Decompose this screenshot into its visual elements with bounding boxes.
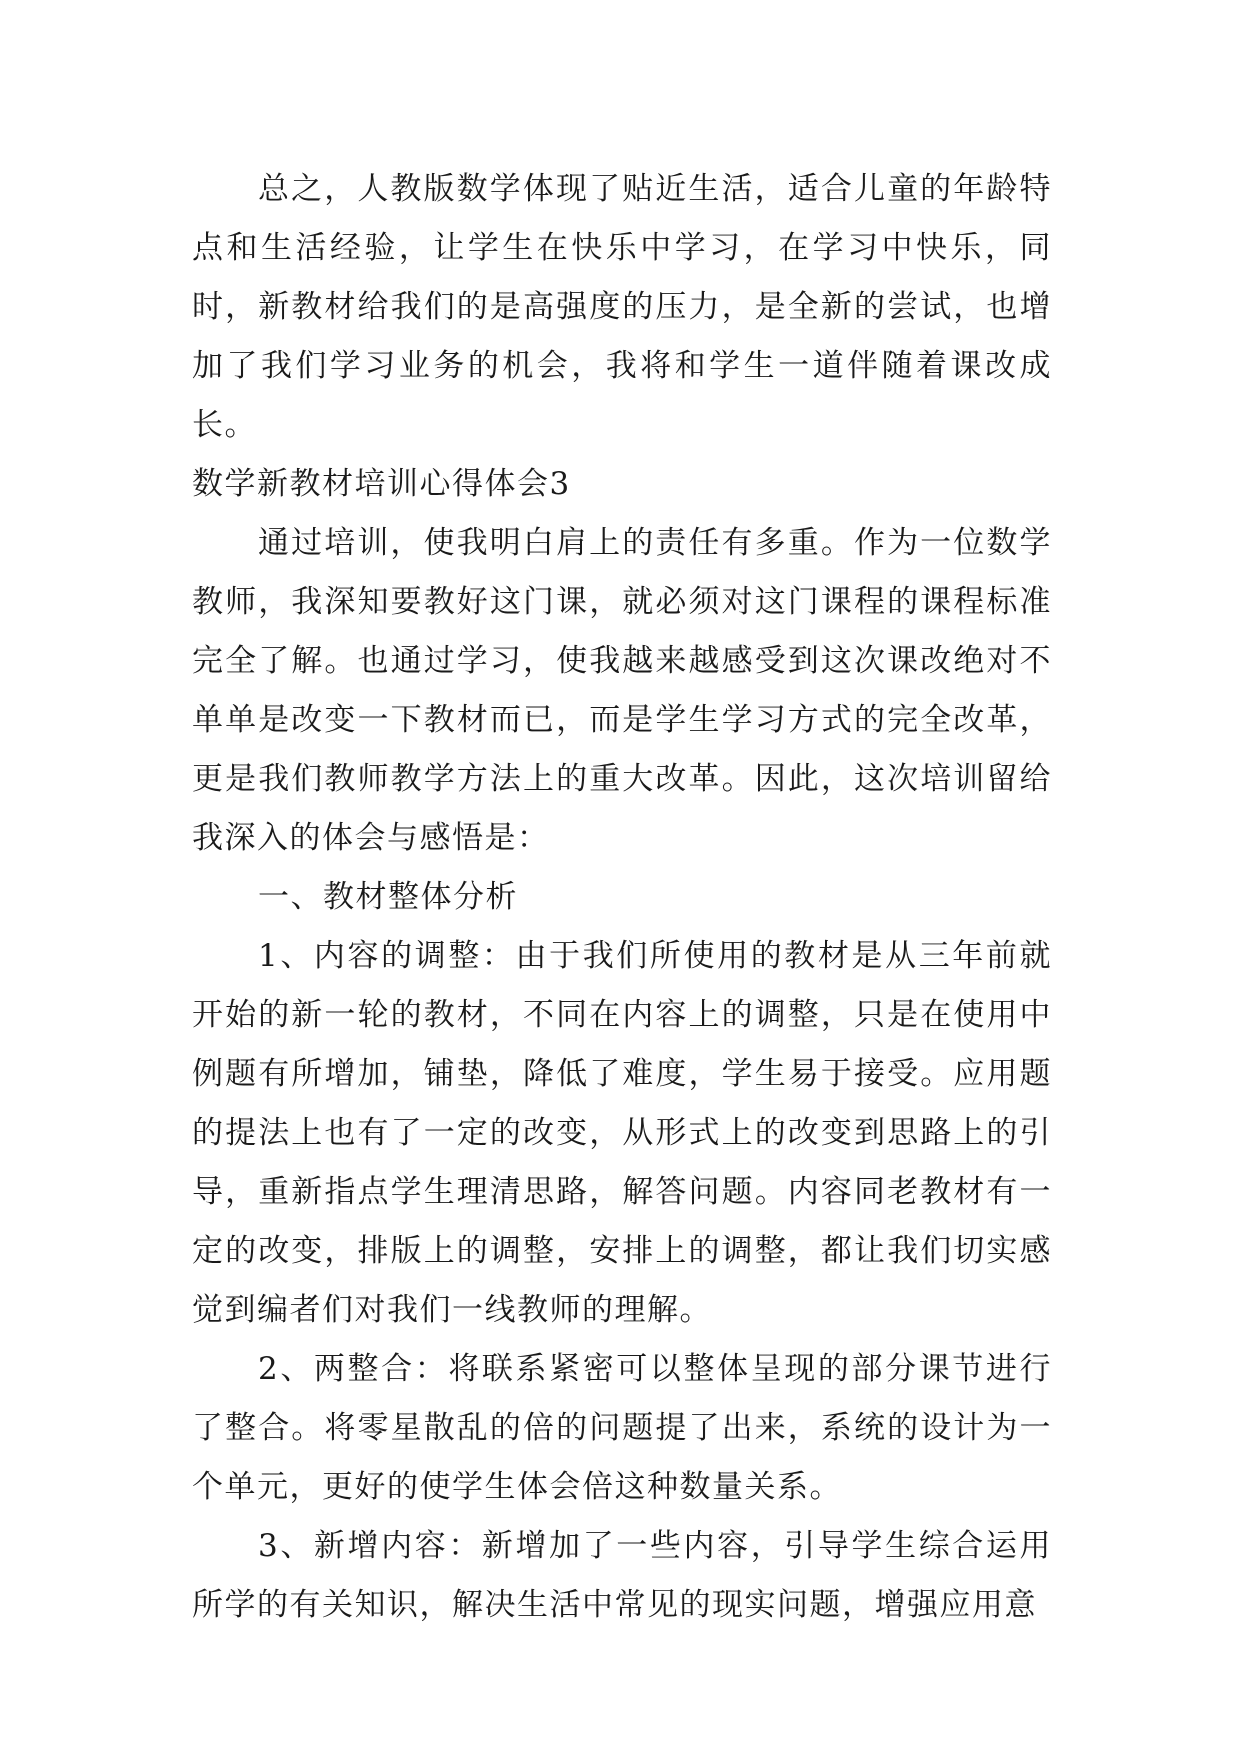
paragraph-new-content: 3、新增内容：新增加了一些内容，引导学生综合运用所学的有关知识，解决生活中常见的现实问题，增强应用意 xyxy=(192,1528,1052,1623)
subheading-textbook-analysis: 一、教材整体分析 xyxy=(258,879,518,915)
paragraph-content-adjustment: 1、内容的调整：由于我们所使用的教材是从三年前就开始的新一轮的教材，不同在内容上的调整，只是在使用中例题有所增加，铺垫，降低了难度，学生易于接受。应用题的提法上也有了一定的改变，从形式上的改变到思路上的引导，重新指点学生理清思路，解答问题。内容同老教材有一定的改变，排版上的调整，安排上的调整，都让我们切实感觉到编者们对我们一线教师的理解。 xyxy=(192,938,1052,1328)
paragraph-summary: 总之，人教版数学体现了贴近生活，适合儿童的年龄特点和生活经验，让学生在快乐中学习，在学习中快乐，同时，新教材给我们的是高强度的压力，是全新的尝试，也增加了我们学习业务的机会，我将和学生一道伴随着课改成长。 xyxy=(192,171,1052,443)
section-heading: 数学新教材培训心得体会3 xyxy=(192,466,571,502)
paragraph-training-intro: 通过培训，使我明白肩上的责任有多重。作为一位数学教师，我深知要教好这门课，就必须对这门课程的课程标准完全了解。也通过学习，使我越来越感受到这次课改绝对不单单是改变一下教材而已，而是学生学习方式的完全改革，更是我们教师教学方法上的重大改革。因此，这次培训留给我深入的体会与感悟是： xyxy=(192,525,1052,856)
paragraph-integration: 2、两整合：将联系紧密可以整体呈现的部分课节进行了整合。将零星散乱的倍的问题提了出来，系统的设计为一个单元，更好的使学生体会倍这种数量关系。 xyxy=(192,1351,1052,1505)
document-page xyxy=(192,160,1052,1635)
